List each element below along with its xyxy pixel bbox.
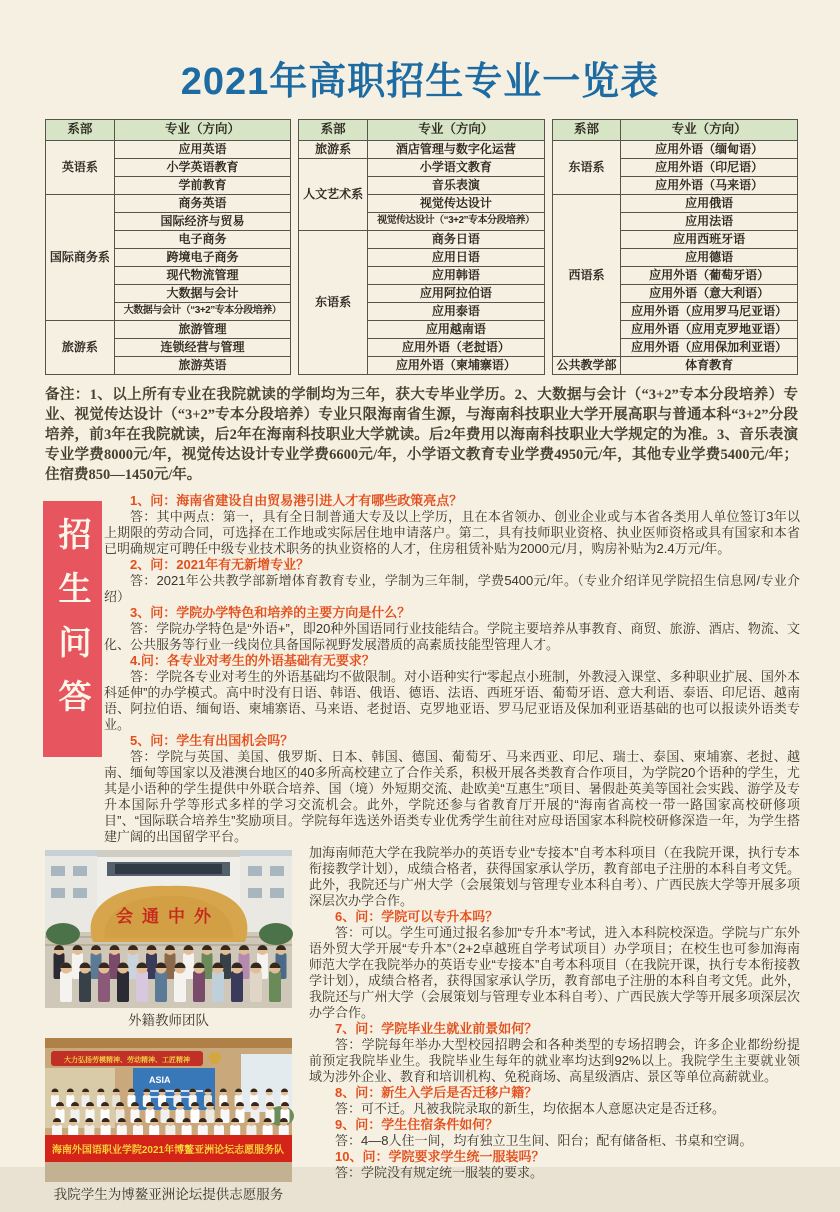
major-cell: 国际经济与贸易 xyxy=(114,213,291,231)
dept-cell: 人文艺术系 xyxy=(299,159,368,231)
backdrop-text-line xyxy=(145,1096,193,1098)
person-figure xyxy=(212,963,224,1003)
photo-caption: 我院学生为博鳌亚洲论坛提供志愿服务 xyxy=(53,1187,284,1202)
table-body xyxy=(46,141,291,375)
table-body xyxy=(552,141,797,375)
major-cell: 连锁经营与管理 xyxy=(114,339,291,357)
table-row xyxy=(552,141,797,159)
major-cell: 应用外语（应用保加利亚语） xyxy=(621,339,798,357)
qa-answer: 答：可不迁。凡被我院录取的新生，均依据本人意愿决定是否迁移。 xyxy=(335,1101,726,1116)
page-title: 2021年高职招生专业一览表 xyxy=(180,61,660,103)
major-cell: 应用外语（应用罗马尼亚语） xyxy=(621,303,798,321)
person-figure xyxy=(155,963,167,1003)
dept-cell: 英语系 xyxy=(46,141,115,195)
qa-answer-continuation: 加海南师范大学在我院举办的英语专业“专接本”自考本科项目（在我院开课，执行专本衔接教学计划），成绩合格者，获得国家承认学历，教育部电子注册的本科自考文凭。此外，我院还与广州大学（会展策划与管理专业本科自考）、广西民族大学等开展多项深层次办学合作。 xyxy=(309,845,800,908)
major-cell: 应用俄语 xyxy=(621,195,798,213)
window xyxy=(73,866,87,876)
qa-question: 6、问：学院可以专升本吗？ xyxy=(335,909,499,924)
major-cell: 应用西班牙语 xyxy=(621,231,798,249)
column-header: 专业（方向） xyxy=(114,120,291,141)
major-cell: 应用法语 xyxy=(621,213,798,231)
emblem xyxy=(209,1052,221,1064)
major-cell: 视觉传达设计（“3+2”专本分段培养） xyxy=(368,213,545,231)
building-right-wing xyxy=(240,856,292,932)
major-cell: 应用越南语 xyxy=(368,321,545,339)
person-figure xyxy=(250,963,262,1003)
major-cell: 跨境电子商务 xyxy=(114,249,291,267)
backdrop-logo-text: ASIA xyxy=(149,1075,171,1085)
qa-answer: 答：其中两点：第一，具有全日制普通大专及以上学历，且在本省领办、创业企业或与本省各类用人单位签订3年以上期限的劳动合同，可选择在工作地或实际居住地申请落户。第二，具有技师职业资格、执业医师资格或具有国家和本省已明确规定可聘任中级专业技术职务的执业资格的人才，住房租赁补贴为2000元/月，购房补贴为2.4万元/年。 xyxy=(104,509,800,556)
qa-answer: 答：学院没有规定统一服装的要求。 xyxy=(335,1165,544,1180)
table-row xyxy=(299,159,544,177)
table-header-row xyxy=(552,120,797,141)
column-header: 专业（方向） xyxy=(368,120,545,141)
major-cell: 应用阿拉伯语 xyxy=(368,285,545,303)
qa-answer: 答：学院每年举办大型校园招聘会和各种类型的专场招聘会，许多企业都纷纷提前预定我院毕业生。我院毕业生每年的就业率均达到92%以上。我院学生主要就业领域为涉外企业、教育和培训机构、免税商场、高星级酒店、景区等单位高薪就业。 xyxy=(309,1037,800,1084)
photo-foreign-teachers-figure xyxy=(45,850,292,1029)
major-cell: 视觉传达设计 xyxy=(368,195,545,213)
window xyxy=(270,866,284,876)
photo-volunteers xyxy=(45,1038,292,1182)
table-head xyxy=(552,120,797,141)
table-head xyxy=(299,120,544,141)
note-paragraph: 备注：1、以上所有专业在我院就读的学制均为三年，获大专毕业学历。2、大数据与会计（“3+2”专本分段培养）专业、视觉传达设计（“3+2”专本分段培养）专业只限海南省生源，与海南科技职业大学开展高职与普通本科“3+2”分段培养，前3年在我院就读，后2年在海南科技职业大学就读。后2年费用以海南科技职业大学规定的为准。3、音乐表演专业学费8000元/年，视觉传达设计专业学费6600元/年，小学语文教育专业学费4950元/年，其他专业学费5400元/年；住宿费850—1450元/年。 xyxy=(45,387,798,483)
rock-calligraphy-text: 会通中外 xyxy=(116,907,220,926)
person-figure xyxy=(176,1102,185,1123)
major-cell: 应用外语（葡萄牙语） xyxy=(621,267,798,285)
qa-top xyxy=(104,493,800,845)
person-figure xyxy=(269,963,281,1003)
dept-cell: 旅游系 xyxy=(46,321,115,375)
table-header-row xyxy=(46,120,291,141)
dept-cell: 东语系 xyxy=(552,141,621,195)
person-figure xyxy=(60,963,72,1003)
qa-question: 7、问：学院毕业生就业前景如何？ xyxy=(335,1021,538,1036)
person-figure xyxy=(174,963,186,1003)
major-cell: 酒店管理与数字化运营 xyxy=(368,141,545,159)
major-cell: 应用泰语 xyxy=(368,303,545,321)
person-figure xyxy=(98,963,110,1003)
window xyxy=(73,888,87,898)
table-header-row xyxy=(299,120,544,141)
major-cell: 大数据与会计 xyxy=(114,285,291,303)
major-cell: 商务英语 xyxy=(114,195,291,213)
front-banner-text: 海南外国语职业学院2021年博鳌亚洲论坛志愿服务队 xyxy=(51,1145,285,1156)
qa-question: 3、问：学院办学特色和培养的主要方向是什么？ xyxy=(130,605,411,620)
qa-question: 5、问：学生有出国机会吗？ xyxy=(130,733,294,748)
major-cell: 现代物流管理 xyxy=(114,267,291,285)
photo-foreign-teachers xyxy=(45,850,292,1008)
person-figure xyxy=(191,1102,200,1123)
column-header: 系部 xyxy=(46,120,115,141)
majors-table xyxy=(45,119,291,375)
person-figure xyxy=(117,963,129,1003)
table-row xyxy=(46,195,291,213)
major-cell: 大数据与会计（“3+2”专本分段培养） xyxy=(114,303,291,321)
dept-cell: 西语系 xyxy=(552,195,621,357)
major-cell: 旅游英语 xyxy=(114,357,291,375)
entrance-sign xyxy=(115,864,222,874)
wall-banner-text: 大力弘扬劳模精神、劳动精神、工匠精神 xyxy=(64,1057,190,1064)
major-cell: 体育教育 xyxy=(621,357,798,375)
qa-answer: 答：4—8人住一间，均有独立卫生间、阳台；配有储备柜、书桌和空调。 xyxy=(335,1133,753,1148)
qa-banner xyxy=(43,501,102,757)
table-row xyxy=(552,195,797,213)
majors-table xyxy=(298,119,544,375)
major-cell: 应用日语 xyxy=(368,249,545,267)
major-cell: 应用外语（意大利语） xyxy=(621,285,798,303)
qa-answer: 答：学院办学特色是“外语+”，即20种外国语同行业技能结合。学院主要培养从事教育、商贸、旅游、酒店、物流、文化、公共服务等行业一线岗位具备国际视野发展潜质的高素质技能型管理人才。 xyxy=(104,621,800,652)
qa-answer: 答：可以。学生可通过报名参加“专升本”考试，进入本科院校深造。学院与广东外语外贸大学开展“专升本”（2+2卓越班自学考试项目）办学项目；在校生也可参加海南师范大学在我院举办的英语专业“专接本”自考本科项目（在我院开课，执行专本衔接教学计划），成绩合格者，获得国家承认学历，教育部电子注册的本科自考文凭。此外，我院还与广州大学（会展策划与管理专业本科自考）、广西民族大学等开展多项深层次办学合作。 xyxy=(309,925,800,1020)
majors-tables xyxy=(45,119,798,375)
major-cell: 应用外语（马来语） xyxy=(621,177,798,195)
qa-banner-text: 招生问答 xyxy=(54,517,92,733)
dept-cell: 旅游系 xyxy=(299,141,368,159)
major-cell: 应用外语（老挝语） xyxy=(368,339,545,357)
photo-caption: 外籍教师团队 xyxy=(128,1013,209,1028)
person-figure xyxy=(206,1102,215,1123)
person-figure xyxy=(193,963,205,1003)
window xyxy=(51,888,65,898)
qa-question: 9、问：学生住宿条件如何？ xyxy=(335,1117,499,1132)
qa-lower xyxy=(51,845,800,1212)
major-cell: 电子商务 xyxy=(114,231,291,249)
table-row xyxy=(299,141,544,159)
qa-answer: 答：2021年公共教学部新增体育教育专业，学制为三年制，学费5400元/年。（专业介绍详见学院招生信息网/专业介绍） xyxy=(104,573,800,604)
table-row xyxy=(552,357,797,375)
person-figure xyxy=(79,963,91,1003)
bush xyxy=(259,923,293,945)
qa-question: 1、问：海南省建设自由贸易港引进人才有哪些政策亮点？ xyxy=(130,493,463,508)
photos-column xyxy=(45,850,292,1212)
major-cell: 学前教育 xyxy=(114,177,291,195)
table-head xyxy=(46,120,291,141)
major-cell: 小学英语教育 xyxy=(114,159,291,177)
major-cell: 应用韩语 xyxy=(368,267,545,285)
major-cell: 应用英语 xyxy=(114,141,291,159)
ceiling-beam xyxy=(45,1038,292,1048)
bush xyxy=(46,923,80,945)
floor xyxy=(45,1162,292,1182)
major-cell: 小学语文教育 xyxy=(368,159,545,177)
person-figure xyxy=(231,963,243,1003)
roof-line xyxy=(97,850,240,857)
qa-question: 4.问：各专业对考生的外语基础有无要求？ xyxy=(130,653,375,668)
table-row xyxy=(46,141,291,159)
major-cell: 商务日语 xyxy=(368,231,545,249)
major-cell: 应用外语（柬埔寨语） xyxy=(368,357,545,375)
qa-answer: 答：学院各专业对考生的外语基础均不做限制。对小语种实行“零起点小班制，外教浸入课堂、多种职业扩展、国外本科延伸”的办学模式。高中时没有日语、韩语、俄语、德语、法语、西班牙语、葡萄牙语、意大利语、泰语、印尼语、越南语、阿拉伯语、缅甸语、柬埔寨语、马来语、老挝语、克罗地亚语、罗马尼亚语及保加利亚语基础的也可以报读外语类专业。 xyxy=(104,669,800,732)
table-row xyxy=(299,231,544,249)
column-header: 系部 xyxy=(552,120,621,141)
major-cell: 应用德语 xyxy=(621,249,798,267)
dept-cell: 东语系 xyxy=(299,231,368,375)
qa-answer: 答：学院与英国、美国、俄罗斯、日本、韩国、德国、葡萄牙、马来西亚、印尼、瑞士、泰国、柬埔寨、老挝、越南、缅甸等国家以及港澳台地区的40多所高校建立了合作关系，积极开展各类教育合作项目，为学院20个语种的学生，尤其是小语种的学生提供中外联合培养、国（境）外短期交流、赴欧美“互惠生”项目、暑假赴英美等国社会实践、游学及专升本国际升学等形式多样的学习交流机会。此外，学院还参与省教育厅开展的“海南省高校一带一路国家高校研修项目”、“国际联合培养生”奖励项目。学院每年选送外语类专业优秀学生前往对应母语国家本科院校研修深造一年，为学生搭建广阔的出国留学平台。 xyxy=(104,749,800,844)
qa-question: 8、问：新生入学后是否迁移户籍？ xyxy=(335,1085,538,1100)
dept-cell: 公共教学部 xyxy=(552,357,621,375)
window xyxy=(270,888,284,898)
window xyxy=(248,866,262,876)
major-cell: 应用外语（印尼语） xyxy=(621,159,798,177)
majors-table xyxy=(552,119,798,375)
major-cell: 音乐表演 xyxy=(368,177,545,195)
major-cell: 应用外语（缅甸语） xyxy=(621,141,798,159)
major-cell: 旅游管理 xyxy=(114,321,291,339)
major-cell: 应用外语（应用克罗地亚语） xyxy=(621,321,798,339)
window xyxy=(248,888,262,898)
window xyxy=(51,866,65,876)
person-figure xyxy=(136,963,148,1003)
dept-cell: 国际商务系 xyxy=(46,195,115,321)
table-body xyxy=(299,141,544,375)
qa-section xyxy=(45,493,800,1212)
table-row xyxy=(46,321,291,339)
column-header: 专业（方向） xyxy=(621,120,798,141)
photo-volunteers-figure xyxy=(45,1038,292,1203)
column-header: 系部 xyxy=(299,120,368,141)
qa-question: 2、问：2021年有无新增专业？ xyxy=(130,557,310,572)
qa-question: 10、问：学院要求学生统一服装吗？ xyxy=(335,1149,545,1164)
